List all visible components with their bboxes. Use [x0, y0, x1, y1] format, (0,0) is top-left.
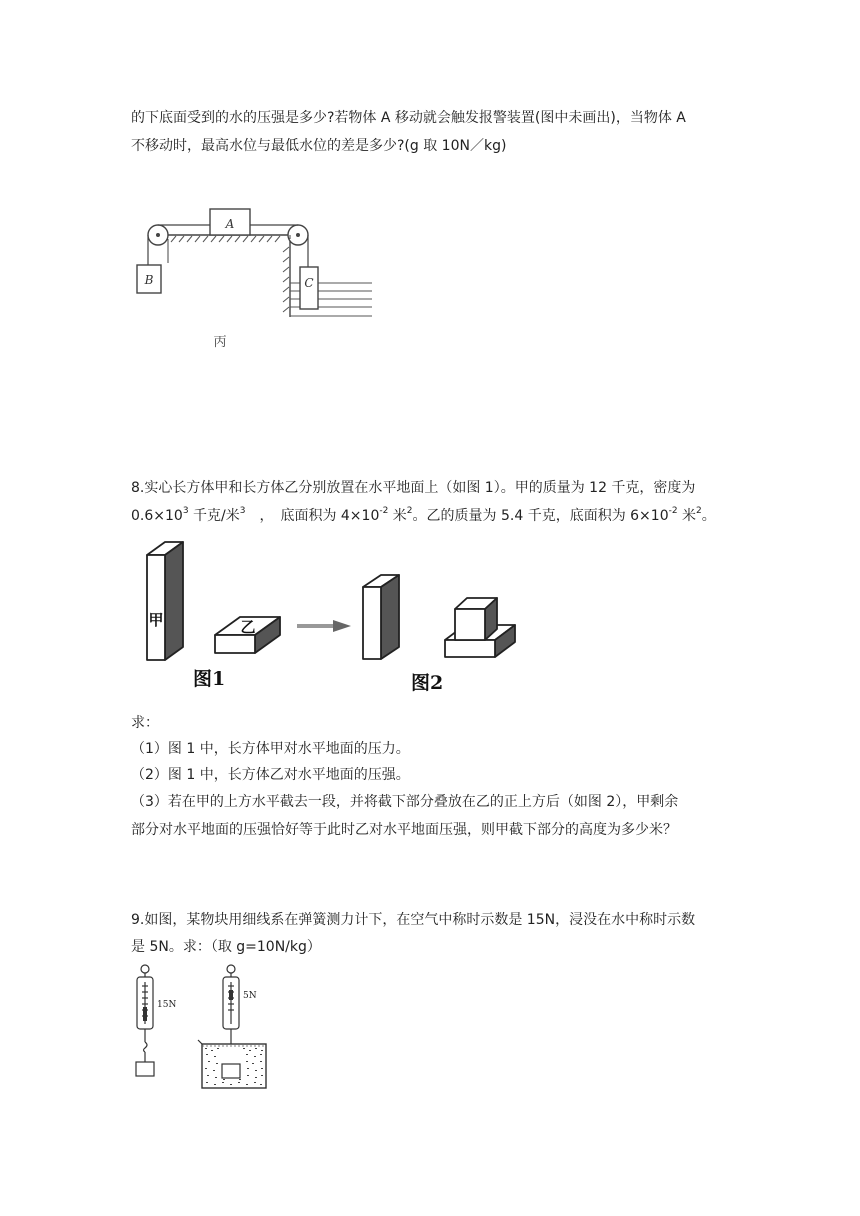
q8-sub-question-1: （1）图 1 中，长方体甲对水平地面的压力。 [131, 741, 410, 757]
block-jia-cut-piece [455, 598, 497, 640]
reading-air: 15N [157, 1000, 177, 1010]
q8-ask-label: 求： [131, 715, 159, 731]
indicator-air [143, 1007, 147, 1021]
label-yi: 乙 [240, 618, 256, 636]
caption-figure-2: 图2 [411, 672, 444, 694]
label-jia: 甲 [148, 611, 164, 629]
q7-text-line-1: 的下底面受到的水的压强是多少?若物体 A 移动就会触发报警装置(图中未画出)，当物体 A [131, 110, 686, 126]
q7-pulley-figure [130, 195, 390, 355]
q9-spring-scale-figure [130, 962, 280, 1092]
caption-figure-1: 图1 [193, 668, 226, 690]
block-a-label: A [225, 217, 235, 231]
q8-sub-question-3-line-1: （3）若在甲的上方水平截去一段，并将截下部分叠放在乙的正上方后（如图 2），甲剩余 [131, 794, 679, 810]
q7-text-line-2: 不移动时，最高水位与最低水位的差是多少?(g 取 10N／kg) [131, 138, 507, 154]
figure-caption-bing: 丙 [213, 335, 227, 350]
transform-arrow [297, 620, 351, 632]
q8-sub-question-3-line-2: 部分对水平地面的压强恰好等于此时乙对水平地面压强，则甲截下部分的高度为多少米？ [131, 822, 677, 838]
block-jia [147, 542, 183, 660]
indicator-water [229, 990, 233, 1000]
block-jia-remaining [363, 575, 399, 659]
q9-text-line-1: 9.如图，某物块用细线系在弹簧测力计下，在空气中称时示数是 15N，浸没在水中称时示数 [131, 912, 696, 928]
q9-text-line-2: 是 5N。求：（取 g=10N/kg） [131, 939, 321, 955]
block-c-label: C [304, 276, 314, 290]
q8-sub-question-2: （2）图 1 中，长方体乙对水平地面的压强。 [131, 767, 410, 783]
block-b-label: B [144, 273, 154, 287]
reading-water: 5N [243, 991, 257, 1001]
q8-text-line-1: 8.实心长方体甲和长方体乙分别放置在水平地面上（如图 1）。甲的质量为 12 千克，密度为 [131, 480, 696, 496]
q8-text-line-2: $0.6\times 10^3$ 千克/米$^3$ ， 底面积为 $4\times 10^{-2}$ 米$^2$。乙的质量为 5.4 千克，底面积为 $6\times 10^{-2}$ 米$^2$。 [131, 506, 716, 524]
q8-blocks-figure [135, 535, 535, 700]
submerged-block [222, 1064, 240, 1078]
